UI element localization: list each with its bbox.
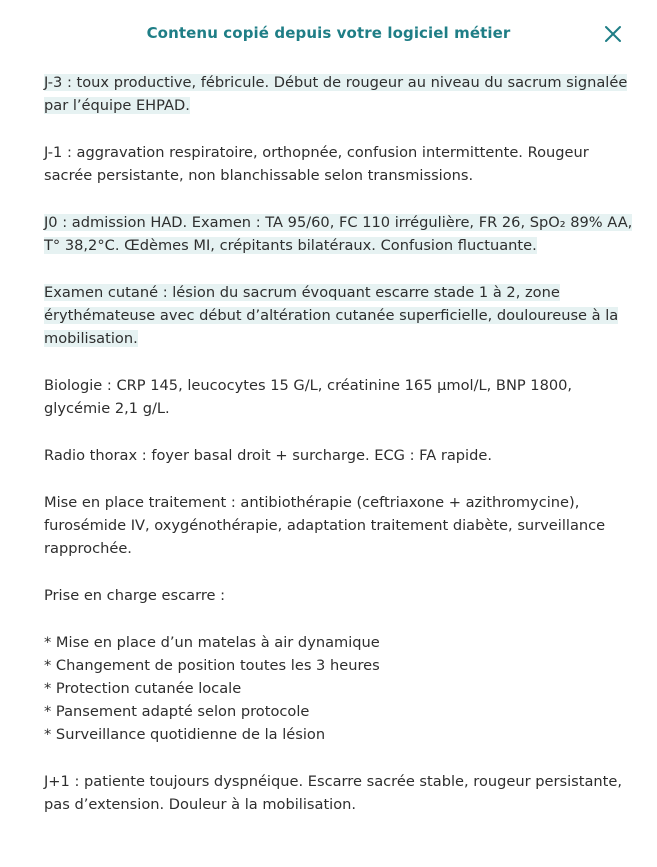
paragraph-text: Biologie : CRP 145, leucocytes 15 G/L, créatinine 165 µmol/L, BNP 1800, glycémie 2,1 g/L. bbox=[44, 377, 573, 417]
highlighted-text: J0 : admission HAD. Examen : TA 95/60, FC 110 irrégulière, FR 26, SpO₂ 89% AA, T° 38,2°C. Œdèmes MI, crépitants bilatéraux. Confusion fluctuante. bbox=[44, 214, 633, 254]
paragraph-text: J-1 : aggravation respiratoire, orthopnée, confusion intermittente. Rougeur sacrée persistante, non blanchissable selon transmissions. bbox=[44, 144, 589, 184]
note-paragraph bbox=[44, 141, 634, 187]
note-paragraph bbox=[44, 374, 634, 420]
list-item: * Pansement adapté selon protocole bbox=[44, 703, 310, 720]
note-paragraph bbox=[44, 211, 634, 257]
list-item: * Mise en place d’un matelas à air dynamique bbox=[44, 634, 380, 651]
note-paragraph bbox=[44, 281, 634, 350]
note-paragraph bbox=[44, 444, 634, 467]
modal-title: Contenu copié depuis votre logiciel métier bbox=[146, 24, 511, 42]
note-paragraph bbox=[44, 584, 634, 607]
care-list bbox=[44, 631, 634, 746]
paragraph-text: Radio thorax : foyer basal droit + surcharge. ECG : FA rapide. bbox=[44, 447, 492, 464]
close-icon[interactable] bbox=[600, 22, 626, 48]
paragraph-text: Mise en place traitement : antibiothérapie (ceftriaxone + azithromycine), furosémide IV, oxygénothérapie, adaptation traitement diabète, surveillance rapprochée. bbox=[44, 494, 606, 557]
note-paragraph bbox=[44, 770, 634, 816]
paragraph-text: J+1 : patiente toujours dyspnéique. Escarre sacrée stable, rougeur persistante, pas d’extension. Douleur à la mobilisation. bbox=[44, 773, 623, 813]
paragraph-text: Prise en charge escarre : bbox=[44, 587, 226, 604]
copied-content bbox=[44, 71, 634, 840]
modal-header bbox=[0, 0, 657, 62]
highlighted-text: J-3 : toux productive, fébricule. Début de rougeur au niveau du sacrum signalée par l’équipe EHPAD. bbox=[44, 74, 628, 114]
note-paragraph bbox=[44, 71, 634, 117]
note-paragraph bbox=[44, 491, 634, 560]
list-item: * Surveillance quotidienne de la lésion bbox=[44, 726, 326, 743]
list-item: * Protection cutanée locale bbox=[44, 680, 242, 697]
list-item: * Changement de position toutes les 3 heures bbox=[44, 657, 380, 674]
close-button[interactable] bbox=[600, 22, 626, 48]
highlighted-text: Examen cutané : lésion du sacrum évoquant escarre stade 1 à 2, zone érythémateuse avec début d’altération cutanée superficielle, douloureuse à la mobilisation. bbox=[44, 284, 619, 347]
